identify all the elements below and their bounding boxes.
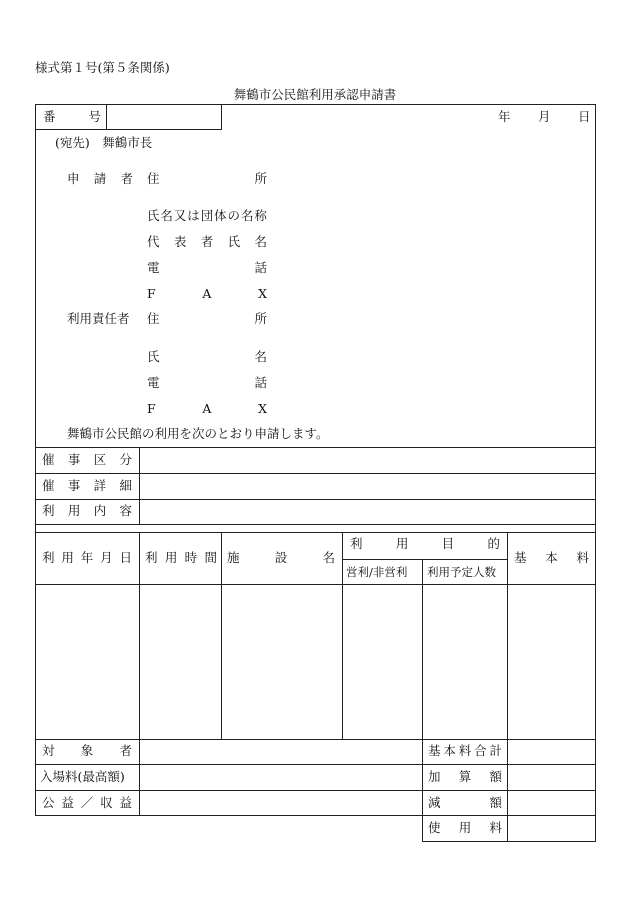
form-label: 様式第１号(第５条関係) (35, 60, 170, 75)
date-month-label: 月 (538, 109, 551, 124)
facility-name-cell[interactable] (222, 585, 342, 738)
profit-cell[interactable] (343, 585, 422, 738)
surcharge-label: 加 算 額 (428, 769, 502, 784)
attendance-cell[interactable] (423, 585, 507, 738)
admission-label: 入場料(最高額) (40, 769, 125, 784)
usage-fee-label: 使 用 料 (428, 820, 502, 835)
responsible-label: 利用責任者 (67, 311, 130, 326)
date-year-label: 年 (498, 109, 511, 124)
reduction-label: 減 額 (428, 795, 502, 810)
usage-fee-input[interactable] (508, 816, 595, 841)
responsible-name-label: 氏 名 (147, 349, 267, 364)
addressee: (宛先) 舞鶴市長 (55, 135, 153, 150)
target-input[interactable] (140, 740, 422, 764)
number-input[interactable] (107, 105, 221, 129)
applicant-address-label: 住 所 (147, 171, 267, 186)
col-purpose-header: 利 用 目 的 (350, 536, 500, 551)
base-fee-total-input[interactable] (508, 740, 595, 764)
applicant-fax-label: F A X (147, 286, 267, 301)
applicant-representative-label: 代 表 者 氏 名 (147, 234, 267, 249)
usage-date-cell[interactable] (36, 585, 139, 738)
event-detail-label: 催 事 詳 細 (42, 478, 132, 493)
admission-input[interactable] (140, 765, 422, 789)
public-interest-input[interactable] (140, 791, 422, 815)
reduction-input[interactable] (508, 791, 595, 815)
public-interest-label: 公 益 ／ 収 益 (42, 795, 132, 810)
application-form (35, 104, 596, 843)
col-time-header: 利 用 時 間 (145, 550, 217, 565)
responsible-address-label: 住 所 (147, 311, 267, 326)
responsible-phone-label: 電 話 (147, 375, 267, 390)
applicant-label: 申 請 者 (67, 171, 133, 186)
request-statement: 舞鶴市公民館の利用を次のとおり申請します。 (67, 426, 329, 441)
form-title: 舞鶴市公民館利用承認申請書 (233, 87, 397, 102)
col-date-header: 利 用 年 月 日 (42, 550, 132, 565)
event-detail-input[interactable] (140, 474, 595, 498)
col-base-fee-header: 基 本 料 (514, 550, 589, 565)
applicant-org-name-label: 氏 名 又 は 団 体 の 名 称 (147, 208, 267, 223)
number-label: 番 号 (43, 109, 101, 124)
col-profit-header: 営利/非営利 (346, 565, 408, 579)
event-category-label: 催 事 区 分 (42, 452, 132, 467)
usage-time-cell[interactable] (140, 585, 221, 738)
date-day-label: 日 (578, 109, 591, 124)
target-label: 対 象 者 (42, 743, 132, 758)
applicant-phone-label: 電 話 (147, 260, 267, 275)
base-fee-total-label: 基 本 料 合 計 (428, 743, 502, 758)
event-category-input[interactable] (140, 448, 595, 472)
col-facility-header: 施 設 名 (227, 550, 335, 565)
surcharge-input[interactable] (508, 765, 595, 789)
responsible-fax-label: F A X (147, 401, 267, 416)
usage-content-label: 利 用 内 容 (42, 503, 132, 518)
usage-content-input[interactable] (140, 500, 595, 523)
base-fee-cell[interactable] (508, 585, 595, 738)
col-attendance-header: 利用予定人数 (427, 565, 496, 579)
